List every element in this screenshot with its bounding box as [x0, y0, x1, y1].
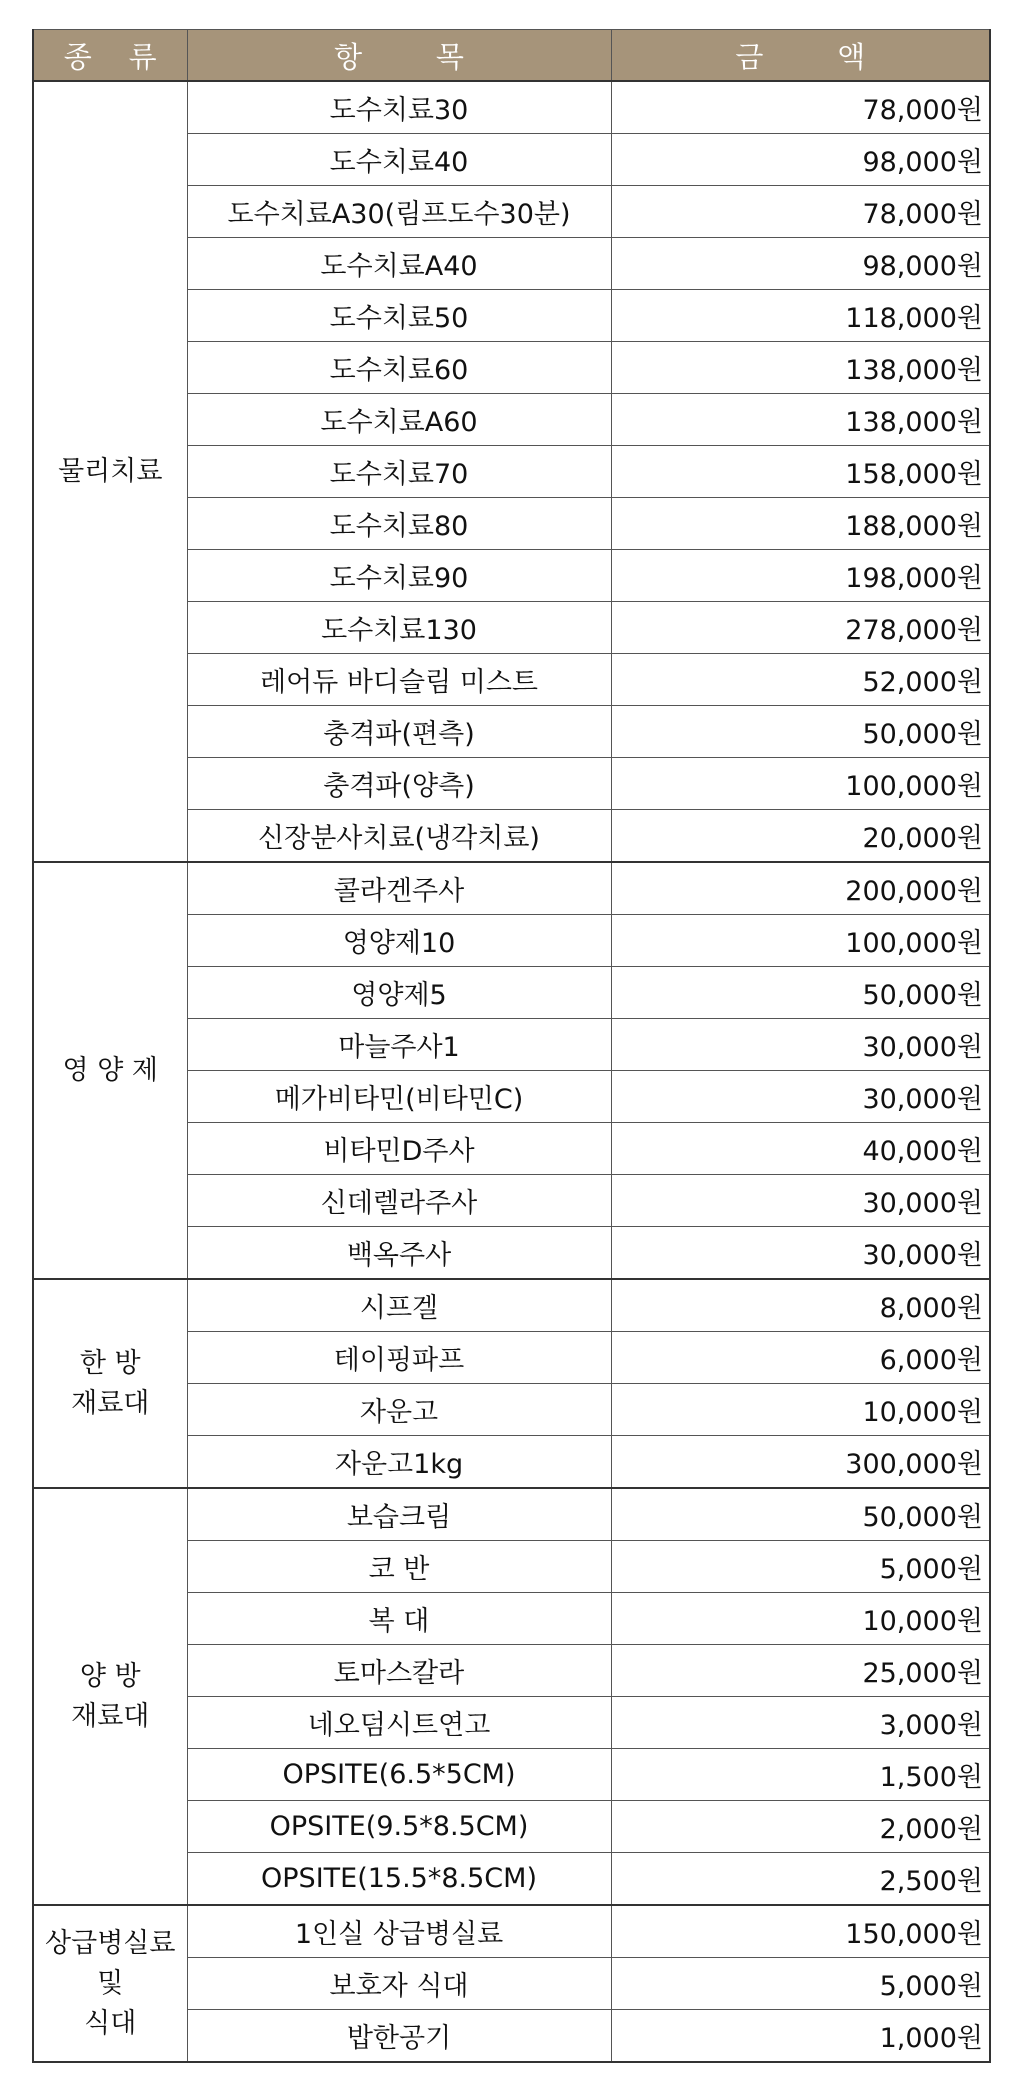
item-name-cell: 복 대 — [187, 1593, 611, 1645]
table-body — [33, 81, 990, 2062]
item-name-cell: 도수치료30 — [187, 81, 611, 134]
price-cell: 2,000원 — [611, 1801, 990, 1853]
category-cell: 물리치료 — [33, 81, 187, 862]
price-cell: 10,000원 — [611, 1384, 990, 1436]
price-cell: 6,000원 — [611, 1332, 990, 1384]
price-cell: 52,000원 — [611, 654, 990, 706]
price-cell: 50,000원 — [611, 706, 990, 758]
item-name-cell: 1인실 상급병실료 — [187, 1905, 611, 1958]
item-name-cell: 충격파(양측) — [187, 758, 611, 810]
item-name-cell: 마늘주사1 — [187, 1019, 611, 1071]
price-cell: 30,000원 — [611, 1227, 990, 1280]
price-cell: 25,000원 — [611, 1645, 990, 1697]
item-name-cell: 자운고1kg — [187, 1436, 611, 1489]
price-cell: 188,000원 — [611, 498, 990, 550]
price-cell: 10,000원 — [611, 1593, 990, 1645]
item-name-cell: 자운고 — [187, 1384, 611, 1436]
category-cell: 한 방 재료대 — [33, 1279, 187, 1488]
table-row — [33, 1279, 990, 1332]
table-row — [33, 1905, 990, 1958]
item-name-cell: 보습크림 — [187, 1488, 611, 1541]
price-cell: 98,000원 — [611, 134, 990, 186]
price-cell: 40,000원 — [611, 1123, 990, 1175]
item-name-cell: 보호자 식대 — [187, 1958, 611, 2010]
price-cell: 78,000원 — [611, 186, 990, 238]
price-cell: 118,000원 — [611, 290, 990, 342]
table-row — [33, 1488, 990, 1541]
price-cell: 78,000원 — [611, 81, 990, 134]
fee-table — [32, 29, 991, 2063]
price-cell: 1,500원 — [611, 1749, 990, 1801]
item-name-cell: 시프겔 — [187, 1279, 611, 1332]
price-cell: 5,000원 — [611, 1541, 990, 1593]
price-cell: 30,000원 — [611, 1175, 990, 1227]
price-cell: 30,000원 — [611, 1071, 990, 1123]
item-name-cell: 영양제10 — [187, 915, 611, 967]
category-cell: 상급병실료 및 식대 — [33, 1905, 187, 2062]
item-name-cell: 도수치료90 — [187, 550, 611, 602]
price-cell: 138,000원 — [611, 394, 990, 446]
item-name-cell: 코 반 — [187, 1541, 611, 1593]
item-name-cell: 도수치료A60 — [187, 394, 611, 446]
item-name-cell: 콜라겐주사 — [187, 862, 611, 915]
table-row — [33, 862, 990, 915]
item-name-cell: OPSITE(9.5*8.5CM) — [187, 1801, 611, 1853]
item-name-cell: 비타민D주사 — [187, 1123, 611, 1175]
table-row — [33, 81, 990, 134]
item-name-cell: 도수치료A40 — [187, 238, 611, 290]
price-cell: 200,000원 — [611, 862, 990, 915]
price-cell: 198,000원 — [611, 550, 990, 602]
price-cell: 50,000원 — [611, 967, 990, 1019]
item-name-cell: 메가비타민(비타민C) — [187, 1071, 611, 1123]
price-cell: 98,000원 — [611, 238, 990, 290]
item-name-cell: 신장분사치료(냉각치료) — [187, 810, 611, 863]
item-name-cell: 신데렐라주사 — [187, 1175, 611, 1227]
price-cell: 1,000원 — [611, 2010, 990, 2063]
price-cell: 100,000원 — [611, 758, 990, 810]
category-cell: 양 방 재료대 — [33, 1488, 187, 1905]
item-name-cell: 도수치료60 — [187, 342, 611, 394]
item-name-cell: 영양제5 — [187, 967, 611, 1019]
item-name-cell: OPSITE(15.5*8.5CM) — [187, 1853, 611, 1906]
table-header — [33, 30, 990, 82]
price-cell: 20,000원 — [611, 810, 990, 863]
item-name-cell: 레어듀 바디슬림 미스트 — [187, 654, 611, 706]
item-name-cell: 도수치료80 — [187, 498, 611, 550]
price-cell: 3,000원 — [611, 1697, 990, 1749]
price-cell: 8,000원 — [611, 1279, 990, 1332]
header-row — [33, 30, 990, 82]
price-cell: 300,000원 — [611, 1436, 990, 1489]
item-name-cell: 충격파(편측) — [187, 706, 611, 758]
header-item: 항 목 — [187, 30, 611, 82]
item-name-cell: 도수치료50 — [187, 290, 611, 342]
item-name-cell: 밥한공기 — [187, 2010, 611, 2063]
price-cell: 158,000원 — [611, 446, 990, 498]
category-cell: 영 양 제 — [33, 862, 187, 1279]
item-name-cell: 도수치료130 — [187, 602, 611, 654]
item-name-cell: 네오덤시트연고 — [187, 1697, 611, 1749]
header-amount: 금 액 — [611, 30, 990, 82]
item-name-cell: 토마스칼라 — [187, 1645, 611, 1697]
item-name-cell: 도수치료A30(림프도수30분) — [187, 186, 611, 238]
price-cell: 5,000원 — [611, 1958, 990, 2010]
price-cell: 138,000원 — [611, 342, 990, 394]
price-cell: 150,000원 — [611, 1905, 990, 1958]
item-name-cell: 백옥주사 — [187, 1227, 611, 1280]
item-name-cell: 도수치료40 — [187, 134, 611, 186]
item-name-cell: OPSITE(6.5*5CM) — [187, 1749, 611, 1801]
price-cell: 100,000원 — [611, 915, 990, 967]
price-cell: 278,000원 — [611, 602, 990, 654]
price-cell: 30,000원 — [611, 1019, 990, 1071]
item-name-cell: 테이핑파프 — [187, 1332, 611, 1384]
header-category: 종 류 — [33, 30, 187, 82]
price-cell: 2,500원 — [611, 1853, 990, 1906]
price-cell: 50,000원 — [611, 1488, 990, 1541]
item-name-cell: 도수치료70 — [187, 446, 611, 498]
